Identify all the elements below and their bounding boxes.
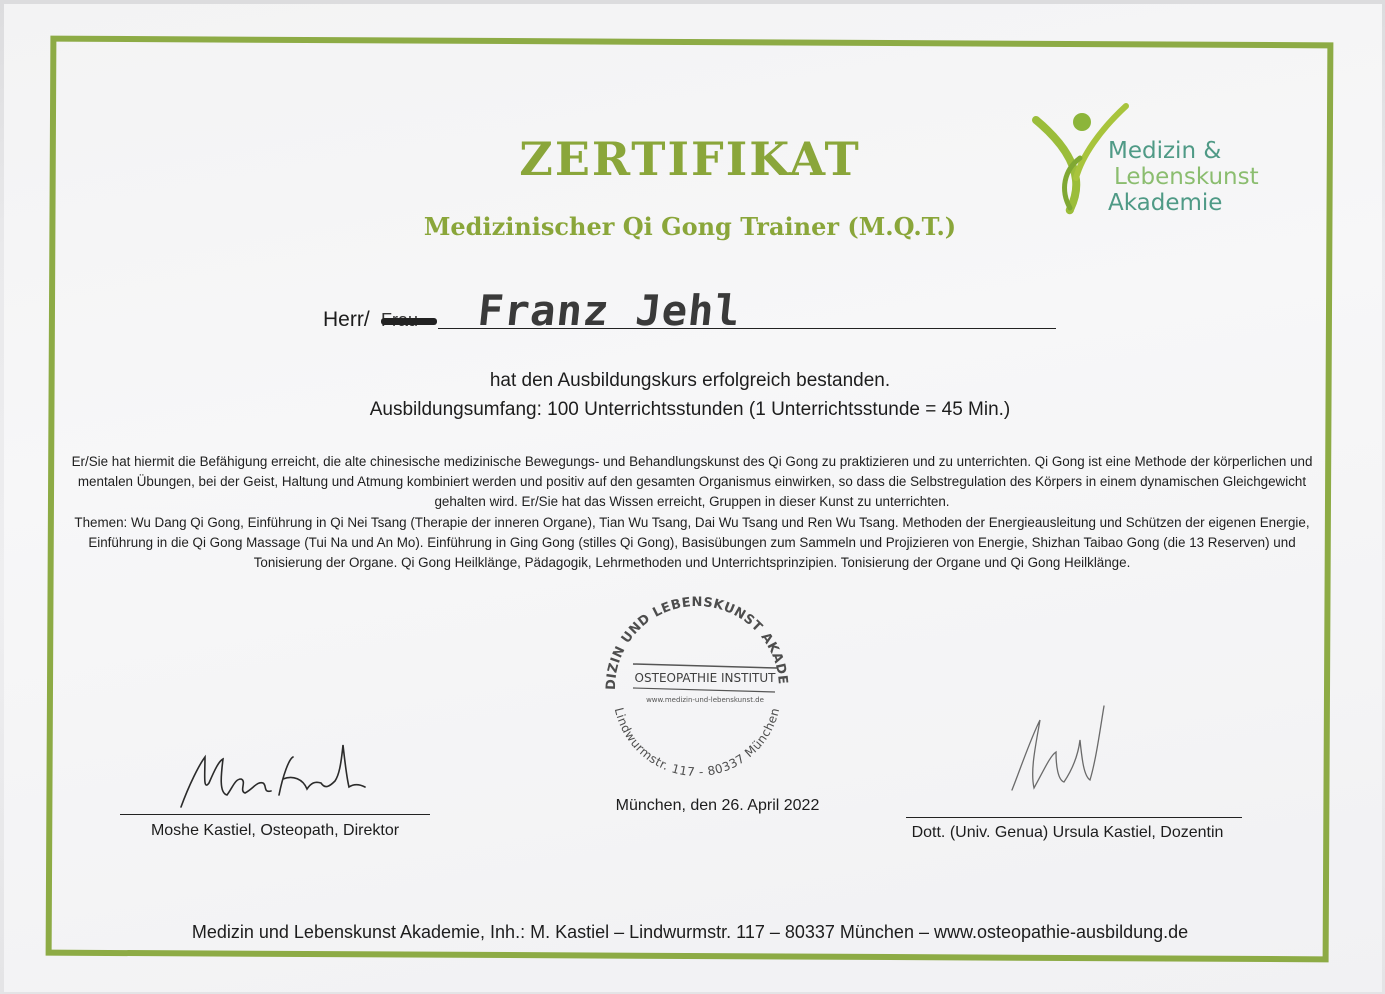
signer-left-label: Moshe Kastiel, Osteopath, Direktor xyxy=(150,822,400,839)
signature-line-right xyxy=(906,817,1242,818)
stamp-arc-top: DIZIN UND LEBENSKUNST AKADE xyxy=(603,595,791,691)
logo-line-3: Akademie xyxy=(1108,190,1223,216)
academy-logo xyxy=(1030,100,1300,220)
qualification-paragraph: Er/Sie hat hiermit die Befähigung erreicht, die alte chinesische medizinische Bewegungs- und Behandlungskunst des Qi Gong zu praktizieren und zu unterrichten. Qi Gong ist eine Methode der körperlichen und mentalen Übungen, bei der Geist, Haltung und Atmung kombiniert werden und positiv auf den gesamten Organismus einwirken, so dass die Selbstregulation des Körpers in einem dynamischen Gleichgewicht gehalten wird. Er/Sie hat das Wissen erreicht, Gruppen in dieser Kunst zu unterrichten. xyxy=(71,454,1313,510)
signature-line-left xyxy=(120,814,430,815)
certificate-footer: Medizin und Lebenskunst Akademie, Inh.: M. Kastiel – Lindwurmstr. 117 – 80337 München – www.osteopathie-ausbildung.de xyxy=(191,922,1189,942)
logo-line-2: Lebenskunst xyxy=(1114,164,1259,190)
signer-right-label: Dott. (Univ. Genua) Ursula Kastiel, Dozentin xyxy=(911,824,1224,841)
handwritten-signature-icon xyxy=(1000,700,1110,800)
signature-right xyxy=(1000,700,1110,800)
logo-line-1: Medizin & xyxy=(1108,138,1222,164)
struck-salutation xyxy=(381,310,437,330)
stamp-center-url: www.medizin-und-lebenskunst.de xyxy=(646,696,764,704)
institute-stamp xyxy=(585,588,810,788)
stamp-arc-bottom: Lindwurmstr. 117 - 80337 München xyxy=(611,706,783,780)
stamp-center-title: OSTEOPATHIE INSTITUT xyxy=(634,671,776,685)
passed-statement: hat den Ausbildungskurs erfolgreich bestanden. xyxy=(489,370,891,391)
strike-bar xyxy=(381,318,437,325)
signature-left xyxy=(175,735,375,815)
course-scope: Ausbildungsumfang: 100 Unterrichtsstunden (1 Unterrichtsstunde = 45 Min.) xyxy=(369,399,1011,420)
issue-date: München, den 26. April 2022 xyxy=(615,797,820,814)
certificate-body xyxy=(62,452,1322,573)
certificate-subtitle: Medizinischer Qi Gong Trainer (M.Q.T.) xyxy=(423,212,957,241)
certificate-title: ZERTIFIKAT xyxy=(519,132,861,186)
salutation-label: Herr/ xyxy=(323,308,370,331)
stamp-graphic xyxy=(585,588,810,788)
recipient-name-row xyxy=(323,286,1063,340)
recipient-name: Franz Jehl xyxy=(475,286,744,335)
topics-paragraph: Themen: Wu Dang Qi Gong, Einführung in Qi Nei Tsang (Therapie der inneren Organe), Tian Wu Tsang, Dai Wu Tsang und Ren Wu Tsang. Methoden der Energieausleitung und Schützen der eigenen Energie, Einführung in die Qi Gong Massage (Tui Na und An Mo). Einführung in Ging Gong (stilles Qi Gong), Basisübungen zum Sammeln und Projizieren von Energie, Shizhan Taibao Gong (die 13 Reserven) und Tonisierung der Organe. Qi Gong Heilklänge, Pädagogik, Lehrmethoden und Unterrichtsprinzipien. Tonisierung der Organe und Qi Gong Heilklänge. xyxy=(74,514,1310,571)
signature-left-graphic xyxy=(175,735,375,815)
